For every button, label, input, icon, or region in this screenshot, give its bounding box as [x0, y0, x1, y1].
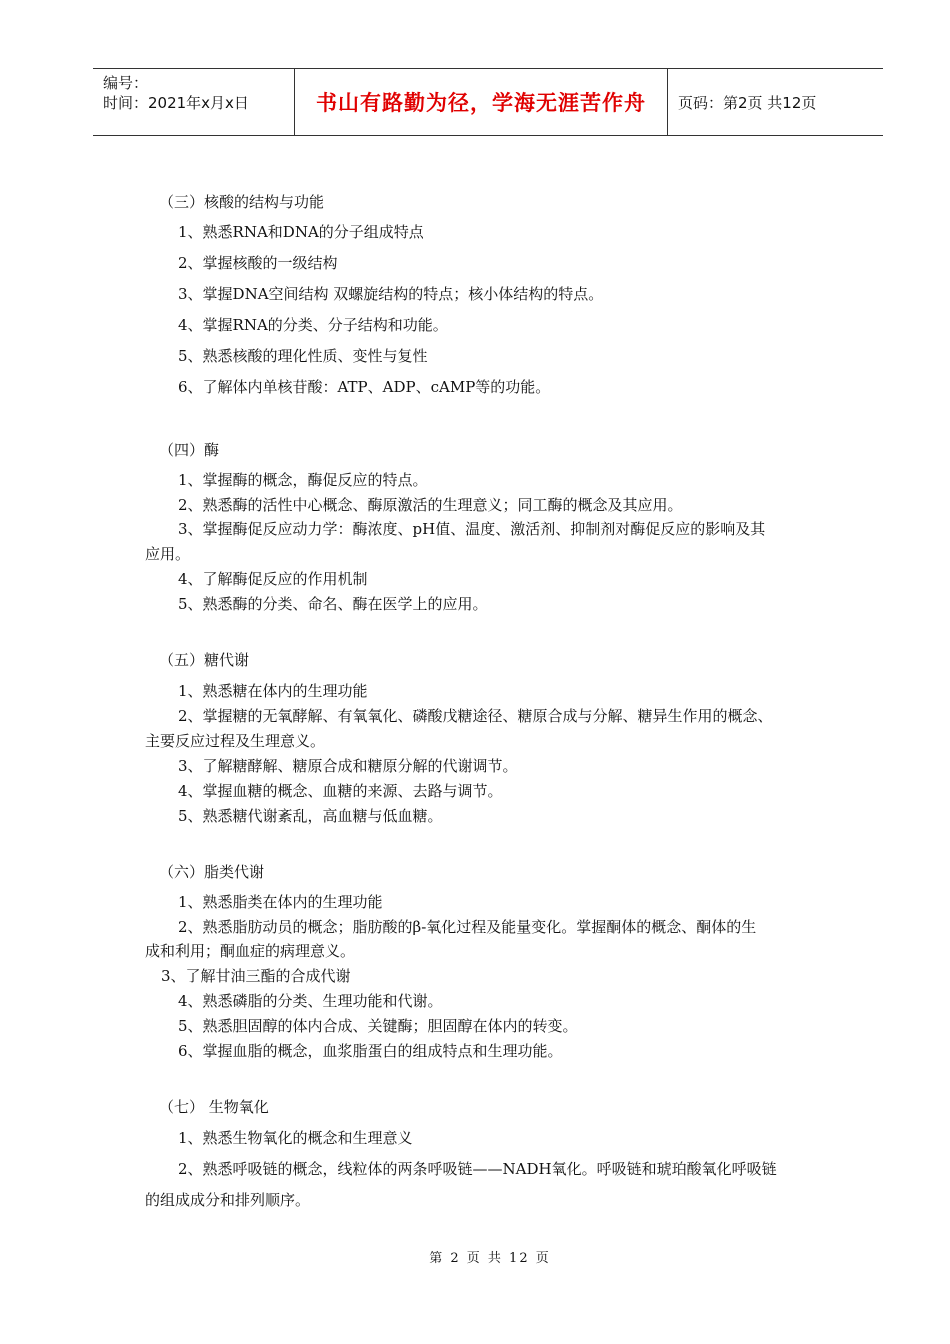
list-item-continued: 成和利用；酮血症的病理意义。	[145, 942, 356, 960]
list-item: 3、掌握酶促反应动力学：酶浓度、pH值、温度、激活剂、抑制剂对酶促反应的影响及其	[178, 520, 766, 538]
list-item: 2、熟悉酶的活性中心概念、酶原激活的生理意义；同工酶的概念及其应用。	[178, 496, 683, 514]
list-item: 4、掌握RNA的分类、分子结构和功能。	[178, 316, 448, 334]
list-item: 1、熟悉脂类在体内的生理功能	[178, 893, 383, 911]
list-item-continued: 主要反应过程及生理意义。	[145, 732, 326, 750]
list-item: 3、了解糖酵解、糖原合成和糖原分解的代谢调节。	[178, 757, 518, 775]
list-item: 1、熟悉RNA和DNA的分子组成特点	[178, 223, 424, 241]
header-page-info: 页码：第2页 共12页	[678, 93, 817, 112]
section-title: （五）糖代谢	[159, 651, 250, 669]
header-table	[93, 68, 883, 136]
list-item: 1、熟悉糖在体内的生理功能	[178, 682, 368, 700]
time-label: 时间：2021年x月x日	[103, 94, 249, 112]
list-item: 4、掌握血糖的概念、血糖的来源、去路与调节。	[178, 782, 503, 800]
list-item-continued: 的组成成分和排列顺序。	[145, 1191, 311, 1209]
list-item: 5、熟悉胆固醇的体内合成、关键酶；胆固醇在体内的转变。	[178, 1017, 578, 1035]
list-item: 4、了解酶促反应的作用机制	[178, 570, 368, 588]
list-item: 2、掌握核酸的一级结构	[178, 254, 338, 272]
list-item: 3、了解甘油三酯的合成代谢	[161, 967, 351, 985]
header-meta-cell	[93, 69, 295, 135]
list-item: 3、掌握DNA空间结构 双螺旋结构的特点；核小体结构的特点。	[178, 285, 604, 303]
list-item: 1、掌握酶的概念，酶促反应的特点。	[178, 471, 428, 489]
list-item: 4、熟悉磷脂的分类、生理功能和代谢。	[178, 992, 443, 1010]
list-item: 5、熟悉酶的分类、命名、酶在医学上的应用。	[178, 595, 488, 613]
list-item: 1、熟悉生物氧化的概念和生理意义	[178, 1129, 413, 1147]
section-title: （三）核酸的结构与功能	[159, 193, 325, 211]
list-item: 2、熟悉脂肪动员的概念；脂肪酸的β-氧化过程及能量变化。掌握酮体的概念、酮体的生	[178, 918, 757, 936]
list-item: 6、掌握血脂的概念，血浆脂蛋白的组成特点和生理功能。	[178, 1042, 563, 1060]
list-item: 5、熟悉核酸的理化性质、变性与复性	[178, 347, 428, 365]
section-title: （七） 生物氧化	[159, 1098, 269, 1116]
list-item: 6、了解体内单核苷酸：ATP、ADP、cAMP等的功能。	[178, 378, 551, 396]
list-item-continued: 应用。	[145, 545, 191, 563]
list-item: 5、熟悉糖代谢紊乱，高血糖与低血糖。	[178, 807, 443, 825]
header-motto: 书山有路勤为径，学海无涯苦作舟	[295, 69, 668, 135]
list-item: 2、掌握糖的无氧酵解、有氧氧化、磷酸戊糖途径、糖原合成与分解、糖异生作用的概念、	[178, 707, 773, 725]
section-title: （六）脂类代谢	[159, 863, 265, 881]
number-label: 编号：	[103, 74, 149, 92]
section-title: （四）酶	[159, 441, 220, 459]
page-footer: 第 2 页 共 12 页	[429, 1251, 551, 1266]
list-item: 2、熟悉呼吸链的概念，线粒体的两条呼吸链——NADH氧化。呼吸链和琥珀酸氧化呼吸链	[178, 1160, 777, 1178]
